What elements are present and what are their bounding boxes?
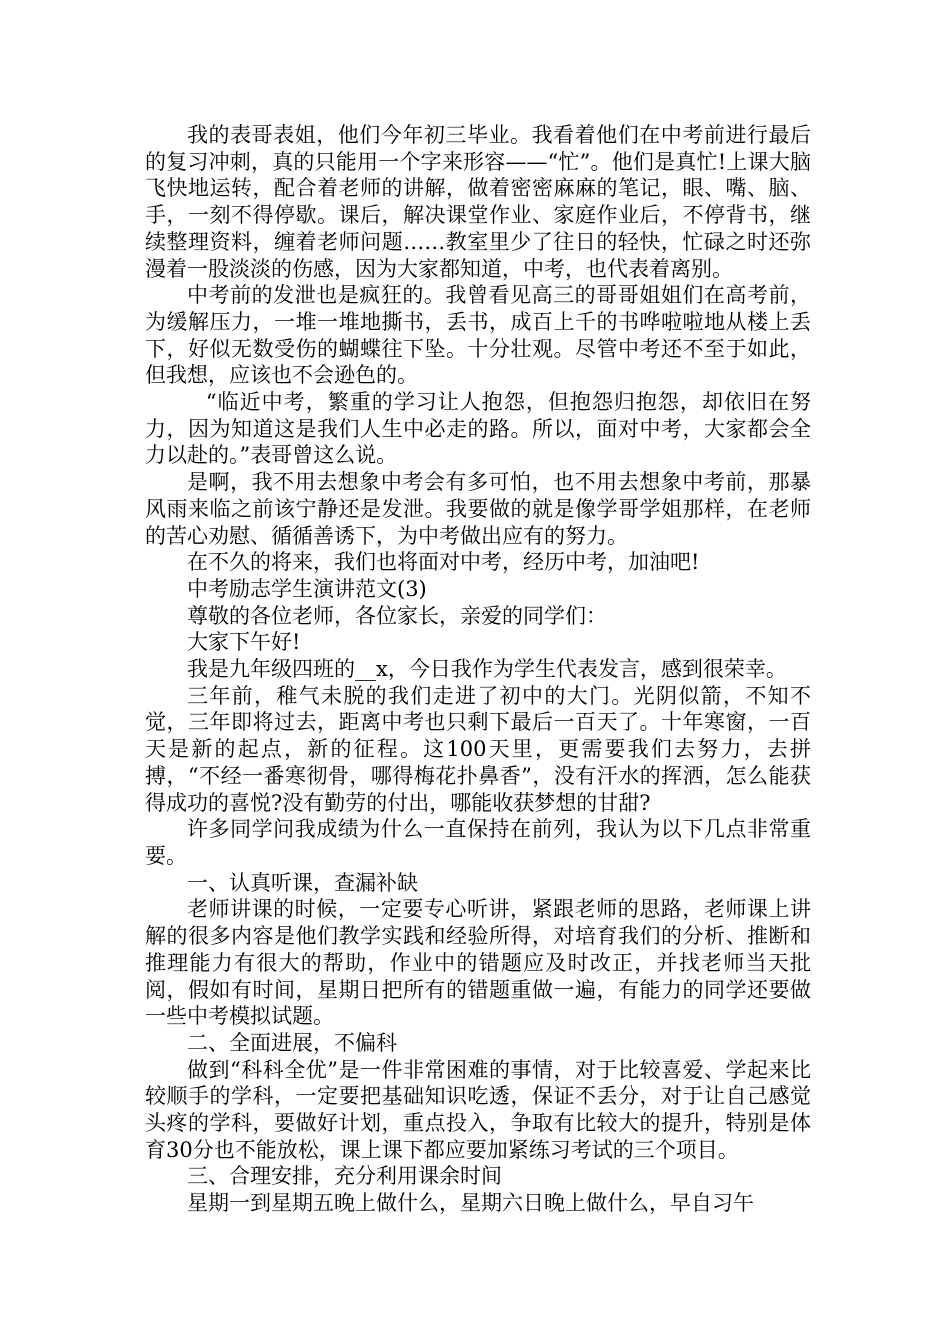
section-title-speech-3: 中考励志学生演讲范文(3) — [187, 576, 427, 601]
paragraph-point-2: 做到“科科全优”是一件非常困难的事情，对于比较喜爱、学起来比较顺手的学科，一定要把基础知识吃透，保证不丢分，对于让自己感觉头疼的学科，要做好计划，重点投入，争取有比较大的提升，特别是体育30分也不能放松，课上课下都应要加紧练习考试的三个项目。 — [145, 1057, 811, 1162]
heading-point-3: 三、合理安排，充分利用课余时间 — [187, 1164, 502, 1189]
document-body — [145, 122, 811, 1217]
paragraph-cousins-exam-prep: 我的表哥表姐，他们今年初三毕业。我看着他们在中考前进行最后的复习冲刺，真的只能用一个字来形容——“忙”。他们是真忙!上课大脑飞快地运转，配合着老师的讲解，做着密密麻麻的笔记，眼、嘴、脑、手，一刻不得停歇。课后，解决课堂作业、家庭作业后，不停背书，继续整理资料，缠着老师问题……教室里少了往日的轻快，忙碌之时还弥漫着一股淡淡的伤感，因为大家都知道，中考，也代表着离别。 — [145, 123, 811, 281]
paragraph-important-points: 许多同学问我成绩为什么一直保持在前列，我认为以下几点非常重要。 — [145, 817, 811, 868]
paragraph-point-3: 星期一到星期五晚上做什么，星期六日晚上做什么，早自习午 — [187, 1191, 754, 1216]
speech-greeting: 大家下午好! — [187, 630, 301, 655]
paragraph-cheer: 在不久的将来，我们也将面对中考，经历中考，加油吧! — [187, 550, 700, 575]
speech-salutation: 尊敬的各位老师，各位家长，亲爱的同学们： — [187, 603, 607, 628]
heading-point-2: 二、全面进展，不偏科 — [187, 1030, 397, 1055]
speech-self-intro: 我是九年级四班的__x，今日我作为学生代表发言，感到很荣幸。 — [187, 657, 787, 682]
paragraph-point-1: 老师讲课的时候，一定要专心听讲，紧跟老师的思路，老师课上讲解的很多内容是他们教学实践和经验所得，对培育我们的分析、推断和推理能力有很大的帮助，作业中的错题应及时改正，并找老师当天批阅，假如有时间，星期日把所有的错题重做一遍，有能力的同学还要做一些中考模拟试题。 — [145, 897, 811, 1029]
paragraph-exam-venting: 中考前的发泄也是疯狂的。我曾看见高三的哥哥姐姐们在高考前，为缓解压力，一堆一堆地撕书，丢书，成百上千的书哗啦啦地从楼上丢下，好似无数受伤的蝴蝶往下坠。十分壮观。尽管中考还不至于如此，但我想，应该也不会逊色的。 — [145, 283, 811, 388]
paragraph-no-need-to-imagine: 是啊，我不用去想象中考会有多可怕，也不用去想象中考前，那暴风雨来临之前该宁静还是发泄。我要做的就是像学哥学姐那样，在老师的苦心劝慰、循循善诱下，为中考做出应有的努力。 — [145, 470, 811, 548]
paragraph-cousin-quote: “临近中考，繁重的学习让人抱怨，但抱怨归抱怨，却依旧在努力，因为知道这是我们人生中必走的路。所以，面对中考，大家都会全力以赴的。”表哥曾这么说。 — [145, 390, 811, 468]
paragraph-hundred-days: 三年前，稚气未脱的我们走进了初中的大门。光阴似箭，不知不觉，三年即将过去，距离中考也只剩下最后一百天了。十年寒窗，一百天是新的起点，新的征程。这100天里，更需要我们去努力，去拼搏，“不经一番寒彻骨，哪得梅花扑鼻香”，没有汗水的挥洒，怎么能获得成功的喜悦?没有勤劳的付出，哪能收获梦想的甘甜? — [145, 683, 811, 815]
heading-point-1: 一、认真听课，查漏补缺 — [187, 870, 418, 895]
